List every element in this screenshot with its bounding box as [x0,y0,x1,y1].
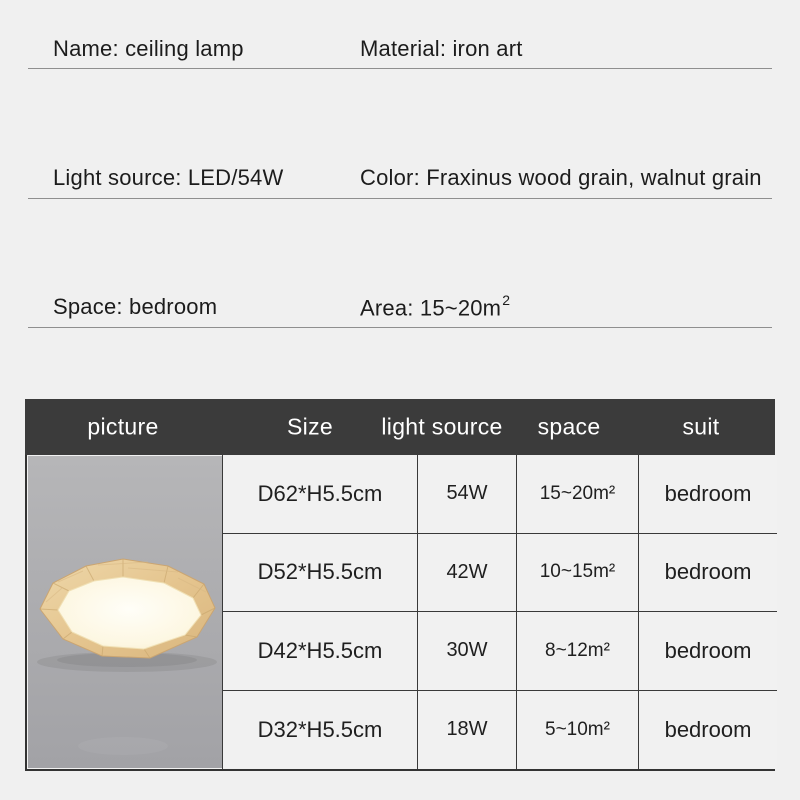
cell-space-4: 5~10m² [517,691,639,770]
header-suit: suit [682,413,720,440]
cell-suit-2: bedroom [639,534,777,613]
cell-space-2: 10~15m² [517,534,639,613]
divider-line-3 [28,327,772,328]
cell-power-4: 18W [418,691,517,770]
header-light-source: light source [381,413,503,440]
cell-power-1: 54W [418,455,517,534]
spec-name: Name: ceiling lamp [53,36,244,61]
header-size: Size [287,413,333,440]
spec-color: Color: Fraxinus wood grain, walnut grain [360,165,762,190]
spec-area-superscript: 2 [502,292,511,308]
cell-size-2: D52*H5.5cm [223,534,418,613]
table-body [25,455,775,771]
cell-size-4: D32*H5.5cm [223,691,418,770]
spec-space: Space: bedroom [53,294,218,319]
spec-area-text: Area: 15~20m [360,295,502,321]
spec-material: Material: iron art [360,36,523,61]
table-header-row [25,399,775,455]
cell-size-3: D42*H5.5cm [223,612,418,691]
divider-line-1 [28,68,772,69]
cell-suit-1: bedroom [639,455,777,534]
cell-size-1: D62*H5.5cm [223,455,418,534]
size-spec-table [25,399,775,771]
spec-area [360,294,509,321]
divider-line-2 [28,198,772,199]
ceiling-lamp-image [28,456,222,768]
cell-suit-4: bedroom [639,691,777,770]
cell-space-1: 15~20m² [517,455,639,534]
cell-suit-3: bedroom [639,612,777,691]
header-space: space [537,413,601,440]
cell-power-3: 30W [418,612,517,691]
spec-light-source: Light source: LED/54W [53,165,284,190]
cell-power-2: 42W [418,534,517,613]
product-picture [27,455,223,769]
cell-space-3: 8~12m² [517,612,639,691]
header-picture: picture [87,413,159,440]
